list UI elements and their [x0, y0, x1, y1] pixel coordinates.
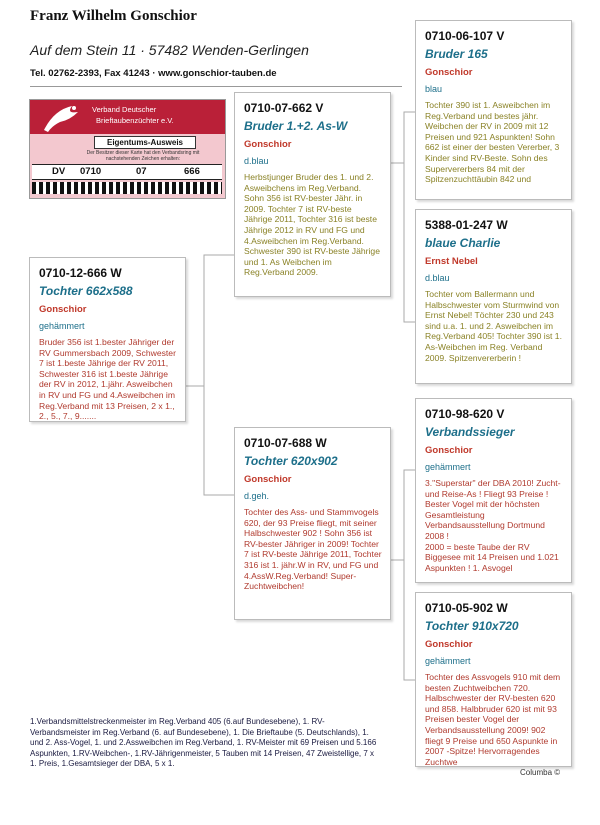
pigeon-card-sire[interactable] [234, 92, 391, 297]
breeder-address: Auf dem Stein 11 · 57482 Wenden-Gerlingen [30, 42, 309, 58]
ring-number: 5388-01-247 W [425, 218, 508, 232]
ring-number: 0710-98-620 V [425, 407, 505, 421]
pigeon-name: Verbandssieger [425, 425, 515, 439]
pigeon-name: Tochter 620x902 [244, 454, 338, 468]
ring-number: 0710-12-666 W [39, 266, 122, 280]
ring-number: 0710-07-662 V [244, 101, 324, 115]
pigeon-description: Tochter des Assvogels 910 mit dem besten Zuchtweibchen 720. Halbschwester der RV-besten 620 und 858. Halbbruder 620 ist mit 93 Preisen bester Vogel der Verbandsausstellung 2009! 902 fliegt 9 Preise und 650 Aspunkte in 2007 -Spitze! Hervorragendes Zuchtwe [425, 672, 561, 767]
pigeon-name: Tochter 662x588 [39, 284, 133, 298]
pigeon-card-sire-dam[interactable] [415, 209, 572, 384]
badge-ring-number: 0710 [80, 166, 102, 177]
badge-ring-mid: 07 [136, 166, 147, 177]
ring-number: 0710-07-688 W [244, 436, 327, 450]
pigeon-description: Herbstjunger Bruder des 1. und 2. Asweibchens im Reg.Verband. Sohn 356 ist RV-bester Jähr. in 2009. Tochter 7 ist RV-beste Jährige 2011, Tochter 316 ist beste Jährige 2012 in RV und FG und 4.Asweibchen im Reg.Verband. Schwester 390 ist RV-beste Jährige und 1. As Weibchen im Reg.Verband 2009. [244, 172, 380, 278]
ring-number: 0710-06-107 V [425, 29, 505, 43]
pigeon-card-dam-dam[interactable] [415, 592, 572, 767]
pigeon-color: gehämmert [39, 321, 85, 331]
pigeon-color: gehämmert [425, 462, 471, 472]
pigeon-card-main[interactable] [29, 257, 186, 422]
pigeon-color: d.blau [244, 156, 269, 166]
badge-ring-prefix: DV [52, 166, 66, 177]
pigeon-name: Tochter 910x720 [425, 619, 519, 633]
pigeon-owner: Gonschior [244, 474, 292, 485]
badge-line-2: Brieftaubenzüchter e.V. [96, 116, 174, 125]
badge-ring-suffix: 666 [184, 166, 200, 177]
breeder-name: Franz Wilhelm Gonschior [30, 8, 197, 24]
copyright-label: Columba © [520, 768, 561, 777]
pigeon-owner: Gonschior [425, 445, 473, 456]
pigeon-name: blaue Charlie [425, 236, 501, 250]
badge-title: Eigentums-Ausweis [94, 136, 196, 149]
achievements-footnote: 1.Verbandsmittelstreckenmeister im Reg.Verband 405 (6.auf Bundesebene), 1. RV-Verbandsmeister im Reg.Verband (6. auf Bundesebene), 1. Die Brieftaube (5. Deutschlands), 1. und 2. Ass-Vogel, 1. und 2.Assweibchen im Reg.Verband, 1. RV-Meister mit 69 Preisen und 5.166 Aspunkten, 1.RV-Weibchen-, 1.RV-Jährigenmeister, 5 Tauben mit 14 Preisen, 47 Zweistellige, 7 x 1. Preis, 1.Gesamtsieger der DBA, 5 x 1. [30, 717, 377, 768]
pigeon-name: Bruder 165 [425, 47, 488, 61]
pigeon-color: gehämmert [425, 656, 471, 666]
ring-number: 0710-05-902 W [425, 601, 508, 615]
pigeon-owner: Ernst Nebel [425, 256, 478, 267]
pigeon-description: Bruder 356 ist 1.bester Jähriger der RV Gummersbach 2009, Schwester 7 ist 1.beste Jährige der RV 2011, Schwester 316 ist 1.beste Jährige der RV in 2012, 1.jähr. Asweibchen in RV und FG und 4.Asweibchen im Reg.Verband mit 13 Preisen, 2 x 1., 2., 5., 7., 9....... [39, 337, 176, 422]
pigeon-description: 3."Superstar" der DBA 2010! Zucht- und Reise-As ! Fliegt 93 Preise ! Bester Vogel mit der höchsten Gesamtleistung Verbandsausstellung Dortmund 2008 ! 2000 = beste Taube der RV Biggesee mit 14 Preisen und 1.021 Aspunkten ! 1. Asvogel [425, 478, 561, 573]
pigeon-owner: Gonschior [425, 639, 473, 650]
pigeon-owner: Gonschior [39, 304, 87, 315]
pigeon-description: Tochter 390 ist 1. Asweibchen im Reg.Verband und bestes jähr. Weibchen der RV in 2009 mit 12 Preisen und 921 Aspunkten! Sohn 662 ist einer der besten Vererber, 3 Kinder sind RV-Beste. Sohn des Supervererbers 84 mit der Spitzenzuchttäubin 842 und [425, 100, 560, 185]
pigeon-name: Bruder 1.+2. As-W [244, 119, 348, 133]
pigeon-color: blau [425, 84, 443, 94]
pigeon-description: Tochter vom Ballermann und Halbschwester vom Sturmwind von Ernst Nebel! Töchter 230 und 243 sind u.a. 1. und 2. Asweibchen im Reg.Verband 405! Tochter 390 ist 1. As-Weibchen im Reg. Verband 2009. Spitzenvererberin ! [425, 289, 562, 363]
pigeon-owner: Gonschior [244, 139, 292, 150]
pigeon-card-dam-sire[interactable] [415, 398, 572, 583]
pigeon-card-dam[interactable] [234, 427, 391, 620]
pigeon-owner: Gonschior [425, 67, 473, 78]
pigeon-color: d.geh. [244, 491, 270, 501]
pigeon-color: d.blau [425, 273, 450, 283]
pigeon-card-sire-sire[interactable] [415, 20, 572, 200]
badge-small-text: Der Besitzer dieser Karte hat den Verbandsring mit nachstehenden Zeichen erhalten: [86, 150, 200, 162]
breeder-contact: Tel. 02762-2393, Fax 41243 · www.gonschior-tauben.de [30, 68, 277, 79]
badge-line-1: Verband Deutscher [92, 105, 157, 114]
pigeon-description: Tochter des Ass- und Stammvogels 620, der 93 Preise fliegt, mit seiner Halbschwester 902 ! Sohn 356 ist RV-bester Jähriger in 2009! Tochter 7 ist RV-beste Jährige 2011, Tochter 316 ist 1. jähr.W in RV, und FG und 4.AssW.Reg.Verband! Super-Zuchtweibchen! [244, 507, 382, 592]
